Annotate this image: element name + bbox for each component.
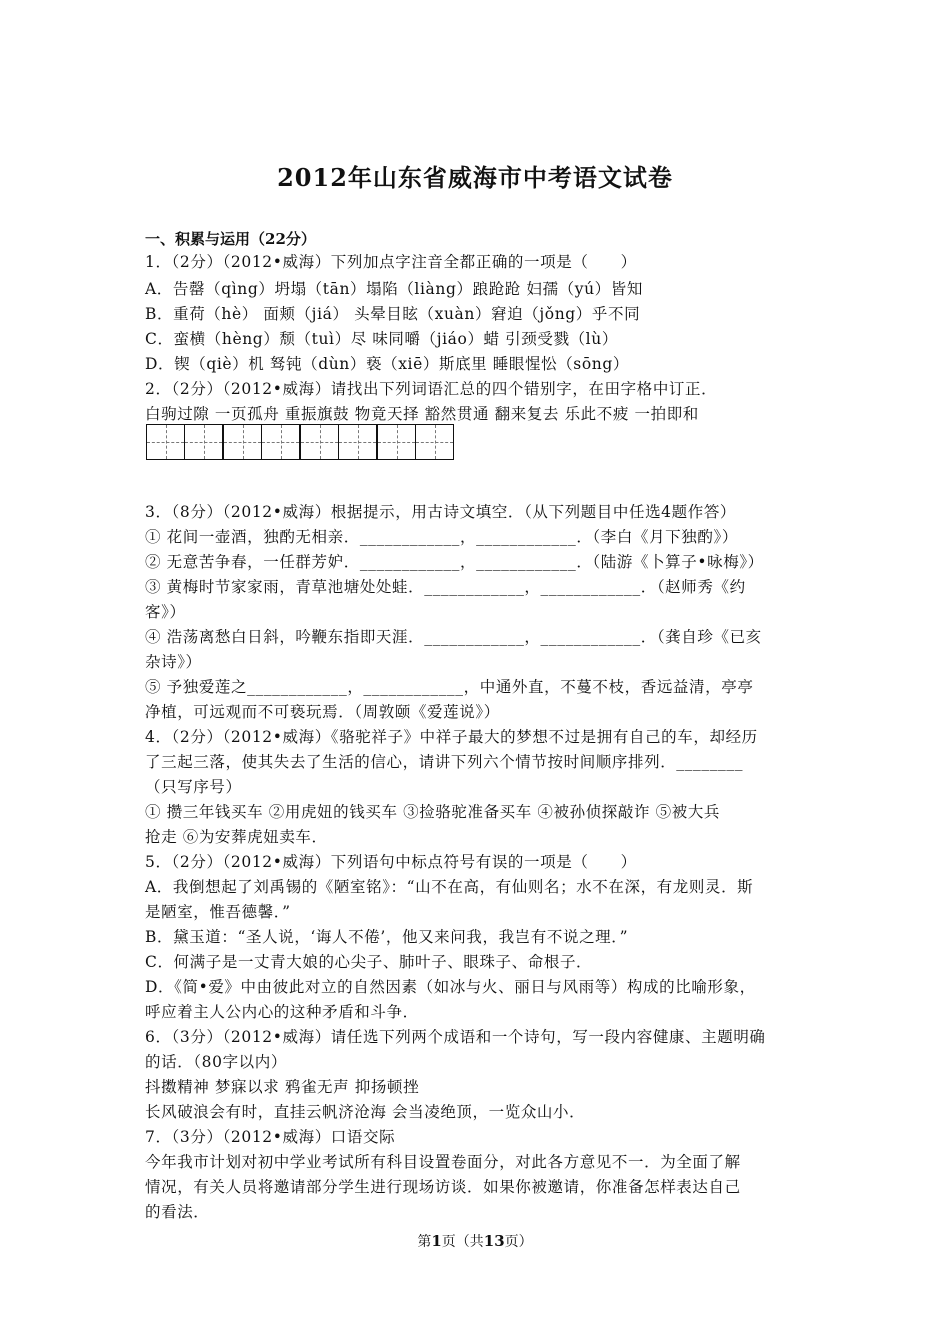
text-line: D．锲（qiè）机 驽钝（dùn）亵（xiē）斯底里 睡眼惺忪（sōng） xyxy=(145,355,629,373)
page-number: 1 xyxy=(431,1232,442,1250)
text-line: 抖擞精神 梦寐以求 鸦雀无声 抑扬顿挫 xyxy=(145,1078,420,1096)
page-footer xyxy=(0,1231,950,1251)
text-line: 的看法． xyxy=(145,1203,210,1221)
text-line: ① 花间一壶酒，独酌无相亲．____________，____________．（李白《月下独酌》） xyxy=(145,528,738,546)
grid-cell[interactable] xyxy=(223,425,262,460)
text-line: 2．（2分）（2012•威海）请找出下列词语汇总的四个错别字，在田字格中订正． xyxy=(145,380,718,398)
grid-cell[interactable] xyxy=(377,425,416,460)
text-line: 7．（3分）（2012•威海）口语交际 xyxy=(145,1128,396,1146)
text-line: 客》） xyxy=(145,603,186,621)
grid-cell[interactable] xyxy=(147,425,185,460)
section-heading: 一、积累与运用（22分） xyxy=(145,230,316,248)
text-line: C．何满子是一丈青大娘的心尖子、肺叶子、眼珠子、命根子． xyxy=(145,953,593,971)
text-line: 的话．（80字以内） xyxy=(145,1053,287,1071)
text-line: ④ 浩荡离愁白日斜，吟鞭东指即天涯．____________，____________．（龚自珍《已亥 xyxy=(145,628,762,646)
text-line: 6．（3分）（2012•威海）请任选下列两个成语和一个诗句，写一段内容健康、主题明确 xyxy=(145,1028,766,1046)
text-line: B．重荷（hè） 面颊（jiá） 头晕目眩（xuàn）窘迫（jǒng）乎不同 xyxy=(145,305,641,323)
text-line: B．黛玉道：“圣人说，‘诲人不倦’，他又来问我，我岂有不说之理．” xyxy=(145,928,629,946)
text-line: 了三起三落，使其失去了生活的信心，请讲下列六个情节按时间顺序排列．________ xyxy=(145,753,744,771)
text-line: 呼应着主人公内心的这种矛盾和斗争． xyxy=(145,1003,419,1021)
page-total: 13 xyxy=(483,1232,505,1250)
text-line: 是陋室，惟吾德馨．” xyxy=(145,903,291,921)
text-line: ① 攒三年钱买车 ②用虎妞的钱买车 ③捡骆驼准备买车 ④被孙侦探敲诈 ⑤被大兵 xyxy=(145,803,721,821)
page-title: 2012年山东省威海市中考语文试卷 xyxy=(277,163,673,192)
text-line: 白驹过隙 一页孤舟 重振旗鼓 物竟天择 豁然贯通 翻来复去 乐此不疲 一拍即和 xyxy=(145,405,699,423)
footer-prefix: 第 xyxy=(417,1234,432,1250)
text-line: 今年我市计划对初中学业考试所有科目设置卷面分，对此各方意见不一．为全面了解 xyxy=(145,1153,741,1171)
text-line: 情况，有关人员将邀请部分学生进行现场访谈．如果你被邀请，你准备怎样表达自己 xyxy=(145,1178,741,1196)
footer-suffix: 页） xyxy=(504,1234,533,1250)
correction-grid[interactable] xyxy=(146,424,454,460)
grid-cell[interactable] xyxy=(300,425,339,460)
text-line: ② 无意苦争春，一任群芳妒．____________，____________．（陆游《卜算子•咏梅》） xyxy=(145,553,764,571)
footer-middle: 页（共 xyxy=(441,1234,484,1250)
text-line: ⑤ 予独爱莲之____________，____________，中通外直，不蔓不枝，香远益清，亭亭 xyxy=(145,678,754,696)
grid-cell[interactable] xyxy=(339,425,378,460)
text-line: 1．（2分）（2012•威海）下列加点字注音全都正确的一项是（ ） xyxy=(145,253,637,271)
text-line: 5．（2分）（2012•威海）下列语句中标点符号有误的一项是（ ） xyxy=(145,853,637,871)
text-line: 净植，可远观而不可亵玩焉．（周敦颐《爱莲说》） xyxy=(145,703,500,721)
text-line: A．告罄（qìng）坍塌（tān）塌陷（liàng）踉跄跄 妇孺（yú）皆知 xyxy=(145,280,643,298)
text-line: 长风破浪会有时，直挂云帆济沧海 会当凌绝顶，一览众山小． xyxy=(145,1103,586,1121)
grid-cell[interactable] xyxy=(185,425,224,460)
text-line: C．蛮横（hèng）颓（tuì）尽 味同嚼（jiáo）蜡 引颈受戮（lù） xyxy=(145,330,618,348)
grid-cell[interactable] xyxy=(262,425,301,460)
text-line: 3．（8分）（2012•威海）根据提示，用古诗文填空．（从下列题目中任选4题作答） xyxy=(145,503,737,521)
text-line: 抢走 ⑥为安葬虎妞卖车． xyxy=(145,828,328,846)
text-line: D．《简•爱》中由彼此对立的自然因素（如冰与火、丽日与风雨等）构成的比喻形象， xyxy=(145,978,756,996)
grid-cell[interactable] xyxy=(416,425,454,460)
text-line: A．我倒想起了刘禹锡的《陋室铭》：“山不在高，有仙则名；水不在深，有龙则灵．斯 xyxy=(145,878,754,896)
text-line: 杂诗》） xyxy=(145,653,202,671)
text-line: 4．（2分）（2012•威海）《骆驼祥子》中祥子最大的梦想不过是拥有自己的车，却经历 xyxy=(145,728,758,746)
text-line: ③ 黄梅时节家家雨，青草池塘处处蛙．____________，____________．（赵师秀《约 xyxy=(145,578,746,596)
text-line: （只写序号） xyxy=(145,778,242,796)
